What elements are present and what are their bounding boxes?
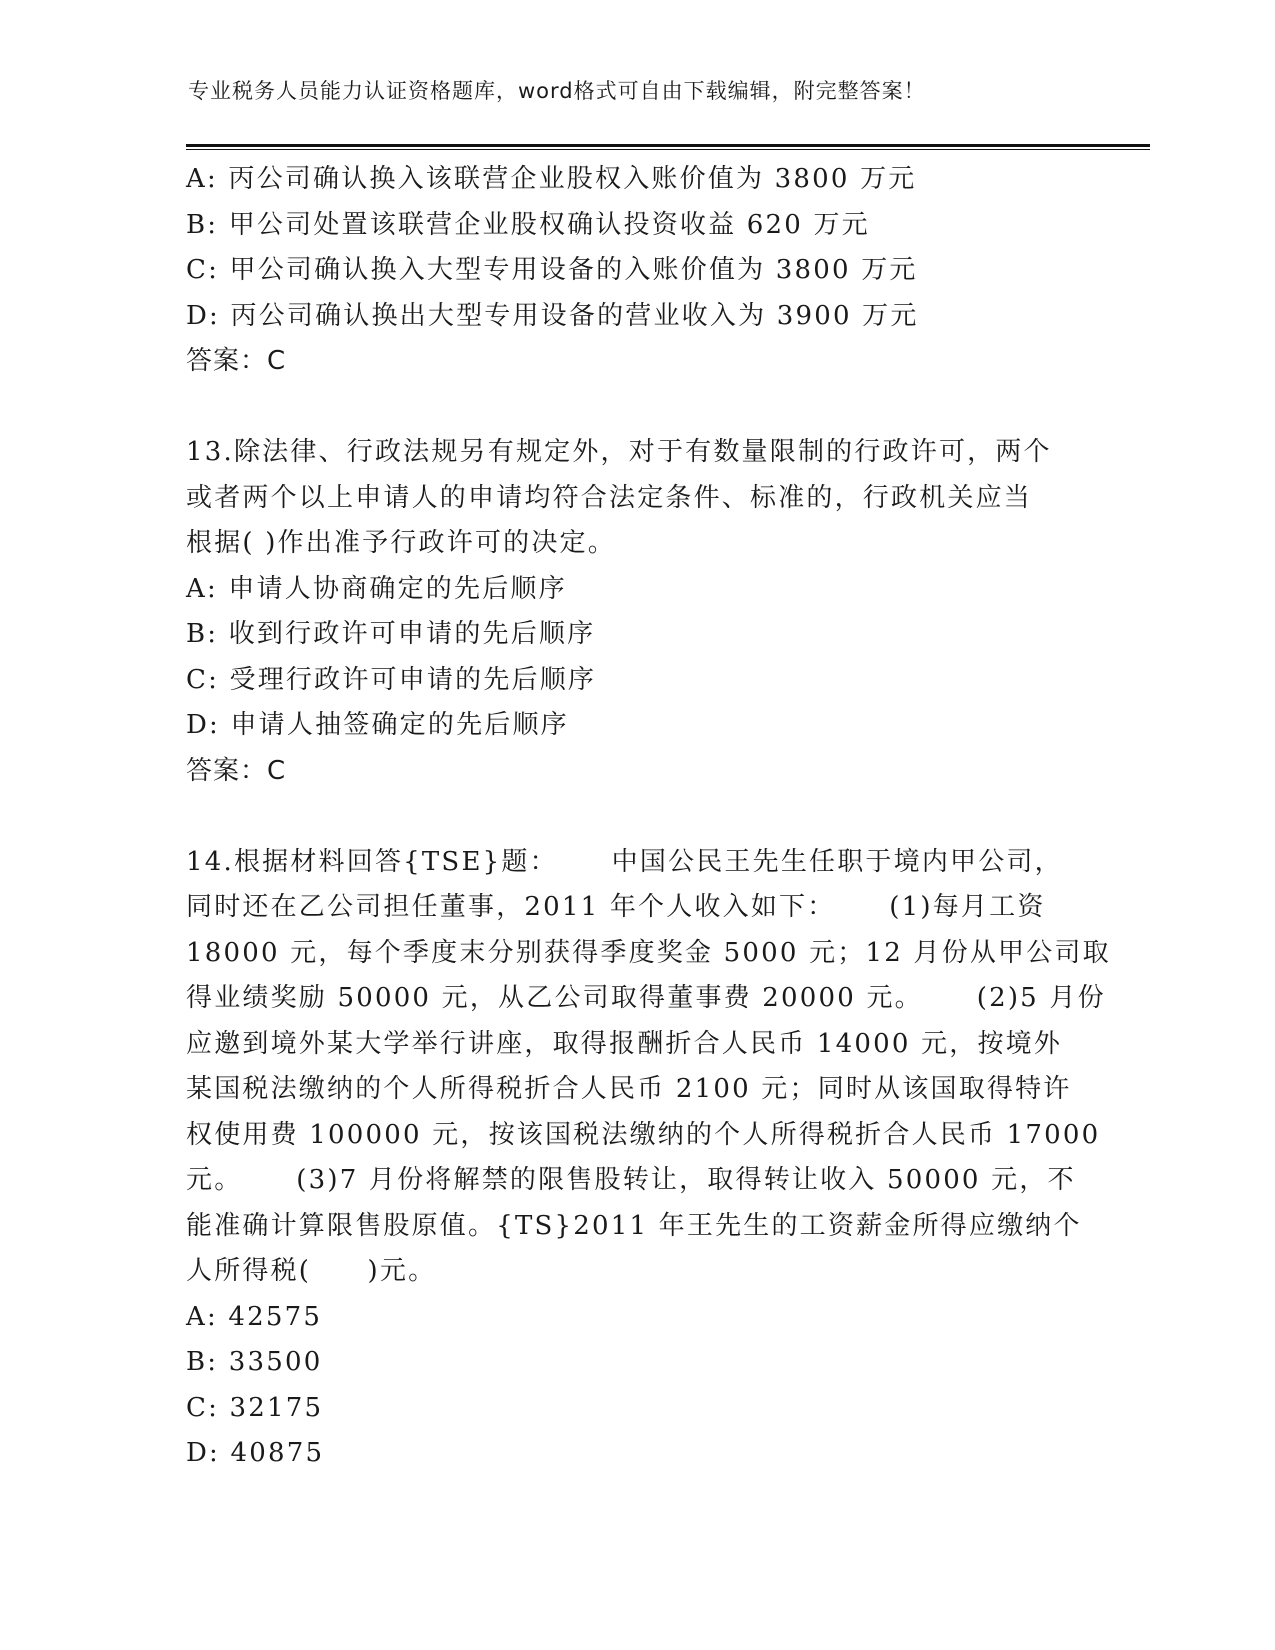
question-line: 某国税法缴纳的个人所得税折合人民币 2100 元；同时从该国取得特许 [186,1074,1072,1104]
option-a: A: 申请人协商确定的先后顺序 [186,573,567,604]
option-b: B: 甲公司处置该联营企业股权确认投资收益 620 万元 [186,209,870,240]
question-14-options [186,1295,1086,1477]
question-line: 14.根据材料回答{TSE}题： 中国公民王先生任职于境内甲公司， [186,846,1063,877]
option-d: D: 申请人抽签确定的先后顺序 [186,710,569,740]
option-c: C: 受理行政许可申请的先后顺序 [186,664,597,695]
option-b: B: 收到行政许可申请的先后顺序 [186,619,596,649]
option-a: A: 42575 [186,1301,323,1332]
question-line: 能准确计算限售股原值。{TS}2011 年王先生的工资薪金所得应缴纳个 [186,1210,1082,1241]
header-rule-thick [186,144,1150,147]
question-line: 根据( )作出准予行政许可的决定。 [186,528,616,558]
header-rule-thin [186,149,1150,150]
question-12-options [186,157,1086,339]
page-header: 专业税务人员能力认证资格题库，word格式可自由下载编辑，附完整答案！ [188,79,926,103]
question-12-answer: 答案：C [186,346,287,376]
spacer [186,385,1086,431]
question-line: 或者两个以上申请人的申请均符合法定条件、标准的，行政机关应当 [186,482,1033,513]
option-a: A: 丙公司确认换入该联营企业股权入账价值为 3800 万元 [186,164,917,194]
question-line: 同时还在乙公司担任董事，2011 年个人收入如下： (1)每月工资 [186,892,1046,922]
question-line: 13.除法律、行政法规另有规定外，对于有数量限制的行政许可，两个 [186,437,1052,467]
question-line: 得业绩奖励 50000 元，从乙公司取得董事费 20000 元。 (2)5 月份 [186,983,1106,1013]
question-13-answer: 答案：C [186,755,287,786]
option-d: D: 40875 [186,1438,325,1468]
option-c: C: 32175 [186,1392,324,1423]
spacer [186,794,1086,840]
question-13-options [186,567,1086,749]
question-line: 元。 (3)7 月份将解禁的限售股转让，取得转让收入 50000 元，不 [186,1165,1076,1195]
question-13-stem [186,430,1086,567]
question-line: 权使用费 100000 元，按该国税法缴纳的个人所得税折合人民币 17000 [186,1119,1101,1150]
question-line: 应邀到境外某大学举行讲座，取得报酬折合人民币 14000 元，按境外 [186,1028,1063,1059]
document-body [186,157,1111,1477]
question-line: 人所得税( )元。 [186,1256,437,1286]
option-c: C: 甲公司确认换入大型专用设备的入账价值为 3800 万元 [186,255,918,285]
option-b: B: 33500 [186,1347,323,1377]
question-14-stem [186,840,1111,1295]
option-d: D: 丙公司确认换出大型专用设备的营业收入为 3900 万元 [186,300,919,331]
question-line: 18000 元，每个季度末分别获得季度奖金 5000 元；12 月份从甲公司取 [186,937,1111,968]
